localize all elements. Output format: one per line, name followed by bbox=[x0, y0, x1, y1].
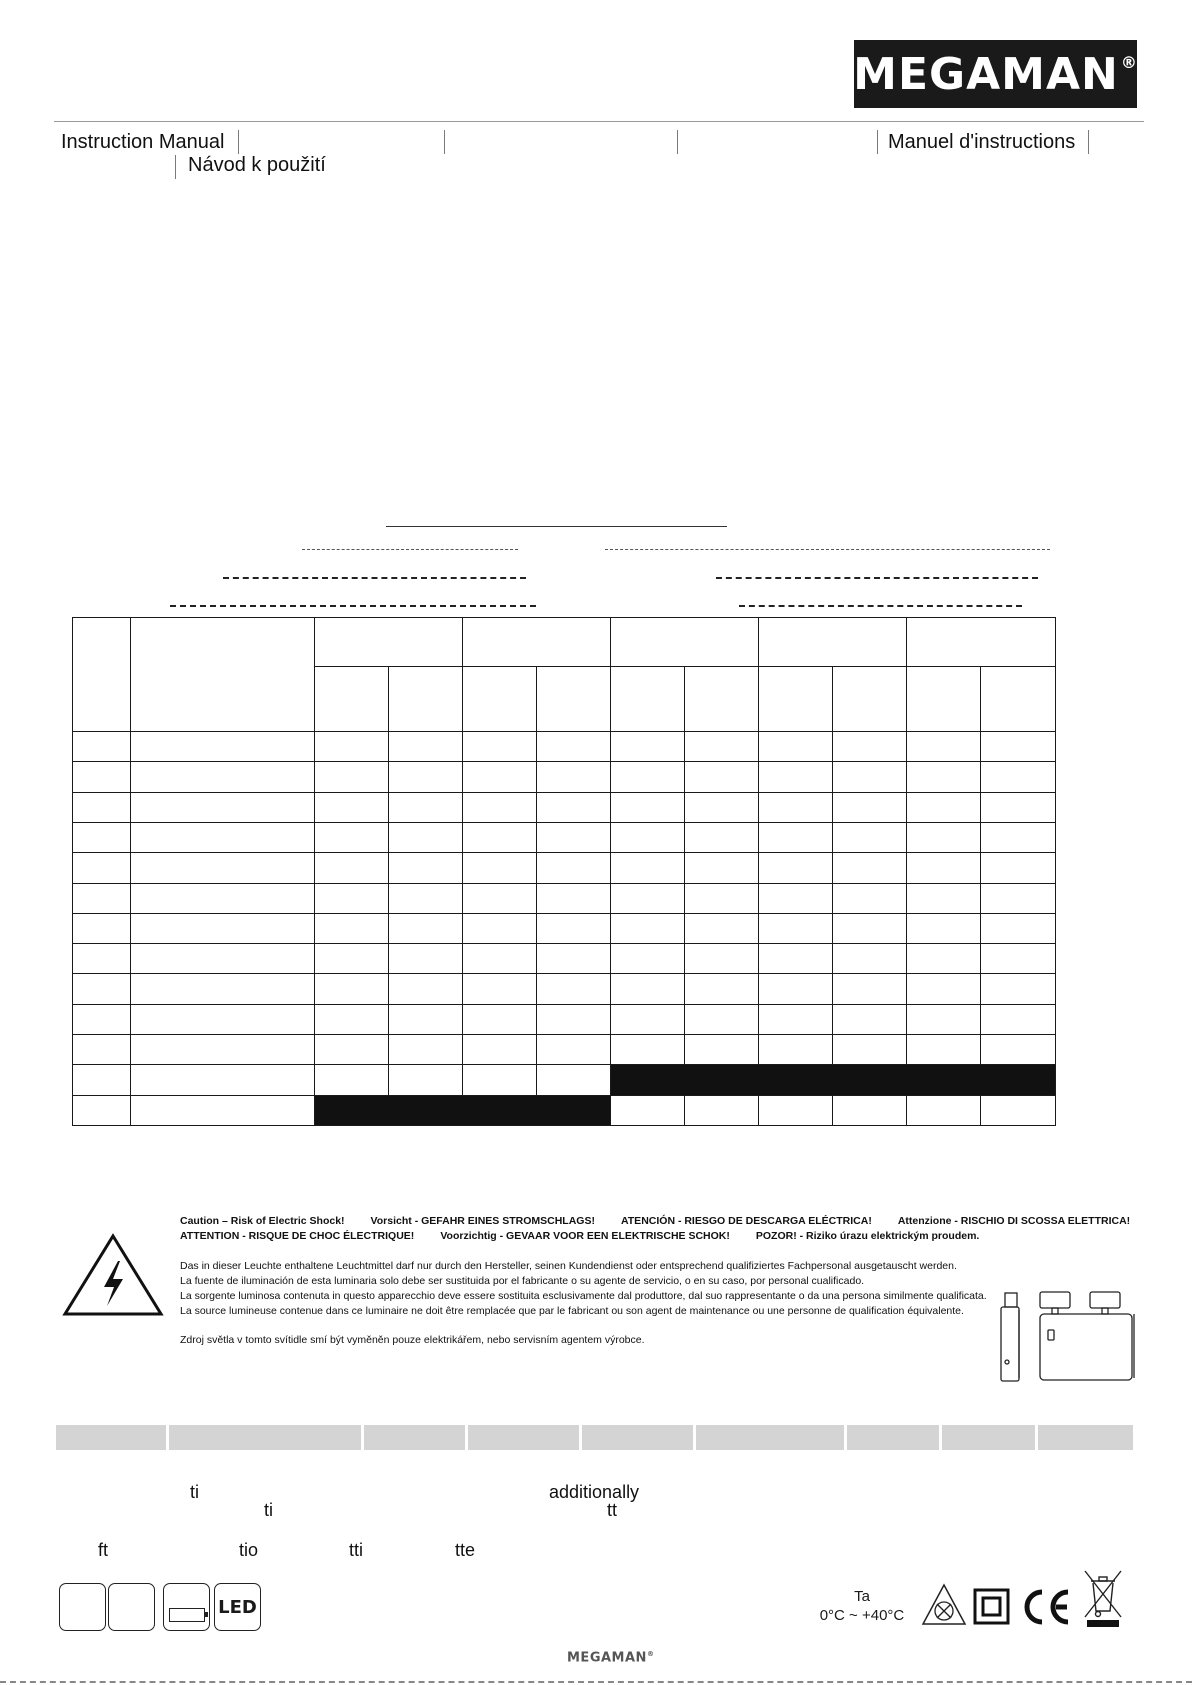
header-divider bbox=[54, 121, 1144, 122]
tab-separator bbox=[1088, 130, 1089, 154]
ce-mark-icon bbox=[1020, 1588, 1072, 1626]
table-row bbox=[73, 1035, 1056, 1065]
table-subheader-cell bbox=[759, 667, 833, 732]
table-row bbox=[73, 883, 1056, 913]
text-fragment: ft bbox=[98, 1540, 109, 1560]
text-fragment: ti bbox=[264, 1500, 273, 1520]
text-fragment: ti bbox=[190, 1482, 199, 1502]
title-underline bbox=[386, 526, 727, 527]
logo-text: MEGAMAN bbox=[853, 48, 1119, 100]
table-header-cell bbox=[131, 618, 315, 732]
table-subheader-cell bbox=[537, 667, 611, 732]
megaman-logo bbox=[854, 40, 1137, 108]
blank-symbol-icon bbox=[108, 1583, 155, 1631]
table-row bbox=[73, 853, 1056, 883]
table-subheader-cell bbox=[611, 667, 685, 732]
no-insulation-cover-icon bbox=[920, 1582, 968, 1628]
form-field-line bbox=[605, 549, 1050, 550]
form-field-line bbox=[716, 577, 1038, 579]
warning-headings-line1: Caution – Risk of Electric Shock! Vorsicht - GEFAHR EINES STROMSCHLAGS! ATENCIÓN - RIESGO DE DESCARGA ELÉCTRICA! Attenzione - RISCHIO DI SCOSSA ELETTRICA! bbox=[180, 1215, 1131, 1227]
ta-range: 0°C ~ +40°C bbox=[819, 1607, 905, 1624]
page-bottom-border bbox=[0, 1681, 1192, 1685]
table-header-cell bbox=[73, 618, 131, 732]
table-subheader-cell bbox=[389, 667, 463, 732]
table-row bbox=[73, 823, 1056, 853]
electric-shock-warning-icon bbox=[62, 1233, 164, 1317]
table-header-group bbox=[315, 618, 463, 667]
text-fragment: tti bbox=[349, 1540, 364, 1560]
tab-navod-k-pouziti[interactable]: Návod k použití bbox=[188, 154, 326, 176]
warning-text-es: La fuente de iluminación de esta luminaria solo debe ser sustituida por el fabricante o su agente de servicio, o en su caso, por personal cualificado. bbox=[180, 1275, 865, 1287]
text-fragment: tt bbox=[607, 1500, 618, 1520]
ambient-temperature-label bbox=[812, 1587, 912, 1625]
warning-headings-line2: ATTENTION - RISQUE DE CHOC ÉLECTRIQUE! Voorzichtig - GEVAAR VOOR EEN ELEKTRISCHE SCHOK! POZOR! - Riziko úrazu elektrickým proudem. bbox=[180, 1230, 980, 1242]
product-sketch-image bbox=[998, 1290, 1140, 1386]
class-ii-double-insulation-icon bbox=[973, 1588, 1010, 1625]
weee-crossed-bin-icon bbox=[1083, 1567, 1123, 1629]
tab-separator bbox=[238, 130, 239, 154]
blank-symbol-icon bbox=[59, 1583, 106, 1631]
spec-table bbox=[72, 617, 1056, 1126]
warning-text-de: Das in dieser Leuchte enthaltene Leuchtmittel darf nur durch den Hersteller, seinen Kundendienst oder entsprechend qualifiziertes Fachpersonal ausgetauscht werden. bbox=[180, 1260, 957, 1272]
warning-text-it: La sorgente luminosa contenuta in questo apparecchio deve essere sostituita esclusivamente dal produttore, dal suo rappresentante o da una persona similmente qualificata. bbox=[180, 1290, 987, 1302]
tab-separator bbox=[175, 155, 176, 179]
form-field-line bbox=[170, 605, 536, 607]
form-field-line bbox=[302, 549, 518, 550]
table-row bbox=[73, 913, 1056, 943]
table-row bbox=[73, 792, 1056, 822]
text-fragment: tte bbox=[455, 1540, 476, 1560]
grey-header-bar bbox=[56, 1425, 1136, 1450]
table-row bbox=[73, 1065, 1056, 1095]
blacked-out-cell bbox=[315, 1095, 611, 1125]
led-icon bbox=[214, 1583, 261, 1631]
table-subheader-cell bbox=[981, 667, 1056, 732]
form-field-line bbox=[223, 577, 526, 579]
registered-mark: ® bbox=[1120, 52, 1138, 72]
led-label: LED bbox=[218, 1596, 257, 1618]
table-row bbox=[73, 944, 1056, 974]
table-row bbox=[73, 1095, 1056, 1125]
table-row bbox=[73, 1004, 1056, 1034]
form-field-line bbox=[739, 605, 1022, 607]
table-row bbox=[73, 974, 1056, 1004]
warning-text-fr: La source lumineuse contenue dans ce luminaire ne doit être remplacée que par le fabricant ou son agent de maintenance ou une personne de qualification équivalente. bbox=[180, 1305, 964, 1317]
table-header-group bbox=[611, 618, 759, 667]
text-fragment: tio bbox=[239, 1540, 259, 1560]
ta-label: Ta bbox=[854, 1588, 870, 1605]
footer-logo: MEGAMAN® bbox=[567, 1650, 655, 1666]
table-header-group bbox=[907, 618, 1056, 667]
tab-separator bbox=[877, 130, 878, 154]
table-header-group bbox=[463, 618, 611, 667]
tab-instruction-manual[interactable]: Instruction Manual bbox=[61, 131, 225, 153]
table-subheader-cell bbox=[685, 667, 759, 732]
warning-text-cz: Zdroj světla v tomto svítidle smí být vyměněn pouze elektrikářem, nebo servisním agentem výrobce. bbox=[180, 1334, 645, 1346]
table-subheader-cell bbox=[315, 667, 389, 732]
table-header-group bbox=[759, 618, 907, 667]
table-subheader-cell bbox=[907, 667, 981, 732]
tab-manuel-instructions[interactable]: Manuel d'instructions bbox=[888, 131, 1076, 153]
table-subheader-cell bbox=[463, 667, 537, 732]
table-row bbox=[73, 762, 1056, 792]
tab-separator bbox=[677, 130, 678, 154]
blacked-out-cell bbox=[611, 1065, 1056, 1095]
table-row bbox=[73, 732, 1056, 762]
text-fragment: additionally bbox=[549, 1482, 640, 1502]
tab-separator bbox=[444, 130, 445, 154]
table-subheader-cell bbox=[833, 667, 907, 732]
battery-icon bbox=[163, 1583, 210, 1631]
